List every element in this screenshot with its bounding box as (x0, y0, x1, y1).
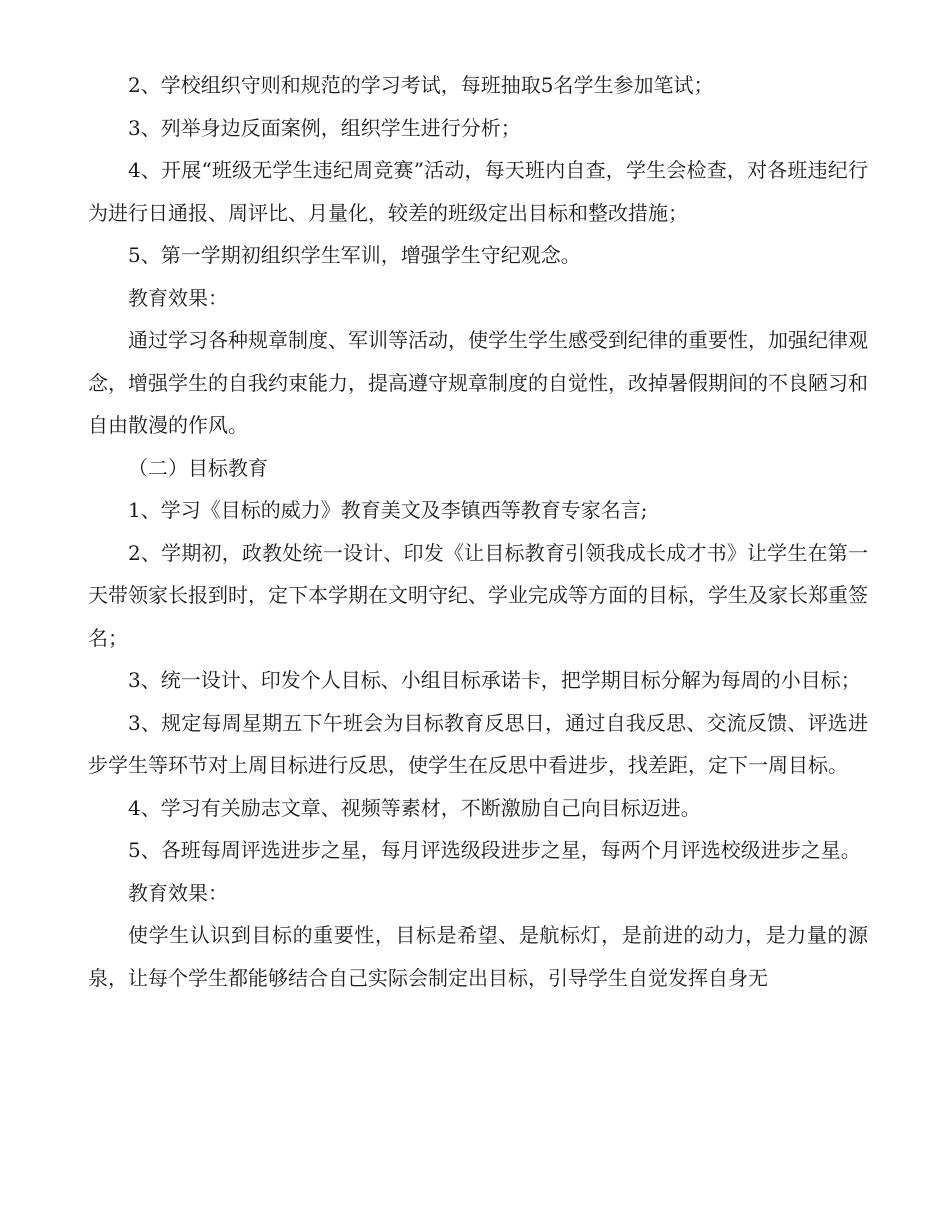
paragraph-reflection-day: 3、规定每周星期五下午班会为目标教育反思日，通过自我反思、交流反馈、评选进步学生等环节对上周目标进行反思，使学生在反思中看进步，找差距，定下一周目标。 (88, 710, 868, 777)
paragraph-inspirational-material: 4、学习有关励志文章、视频等素材，不断激励自己向目标迈进。 (128, 795, 701, 820)
paragraph-study-essay: 1、学习《目标的威力》教育美文及李镇西等教育专家名言; (128, 498, 648, 522)
document-body (88, 64, 868, 999)
paragraph-military-training: 5、第一学期初组织学生军训，增强学生守纪观念。 (128, 243, 581, 267)
paragraph-effect-heading-2: 教育效果： (128, 880, 228, 905)
paragraph-commitment-card: 3、统一设计、印发个人目标、小组目标承诺卡，把学期目标分解为每周的小目标； (128, 668, 861, 692)
paragraph-rule-exam: 2、学校组织守则和规范的学习考试，每班抽取5名学生参加笔试； (128, 73, 714, 97)
paragraph-effect-text-1: 通过学习各种规章制度、军训等活动，使学生学生感受到纪律的重要性，加强纪律观念，增强学生的自我约束能力，提高遵守规章制度的自觉性，改掉暑假期间的不良陋习和自由散漫的作风。 (88, 328, 868, 437)
section-heading-goal-education: （二）目标教育 (128, 455, 268, 480)
paragraph-negative-cases: 3、列举身边反面案例，组织学生进行分析； (128, 115, 521, 140)
paragraph-goal-letter: 2、学期初，政教处统一设计、印发《让目标教育引领我成长成才书》让学生在第一天带领家长报到时，定下本学期在文明守纪、学业完成等方面的目标，学生及家长郑重签名； (88, 540, 868, 650)
paragraph-progress-star: 5、各班每周评选进步之星，每月评选级段进步之星，每两个月评选校级进步之星。 (128, 838, 861, 862)
paragraph-discipline-contest: 4、开展“班级无学生违纪周竞赛”活动，每天班内自查，学生会检查，对各班违纪行为进行日通报、周评比、月量化，较差的班级定出目标和整改措施； (88, 158, 868, 225)
paragraph-effect-text-2: 使学生认识到目标的重要性，目标是希望、是航标灯，是前进的动力，是力量的源泉，让每个学生都能够结合自己实际会制定出目标，引导学生自觉发挥自身无 (88, 923, 868, 990)
paragraph-effect-heading-1: 教育效果： (128, 285, 228, 310)
